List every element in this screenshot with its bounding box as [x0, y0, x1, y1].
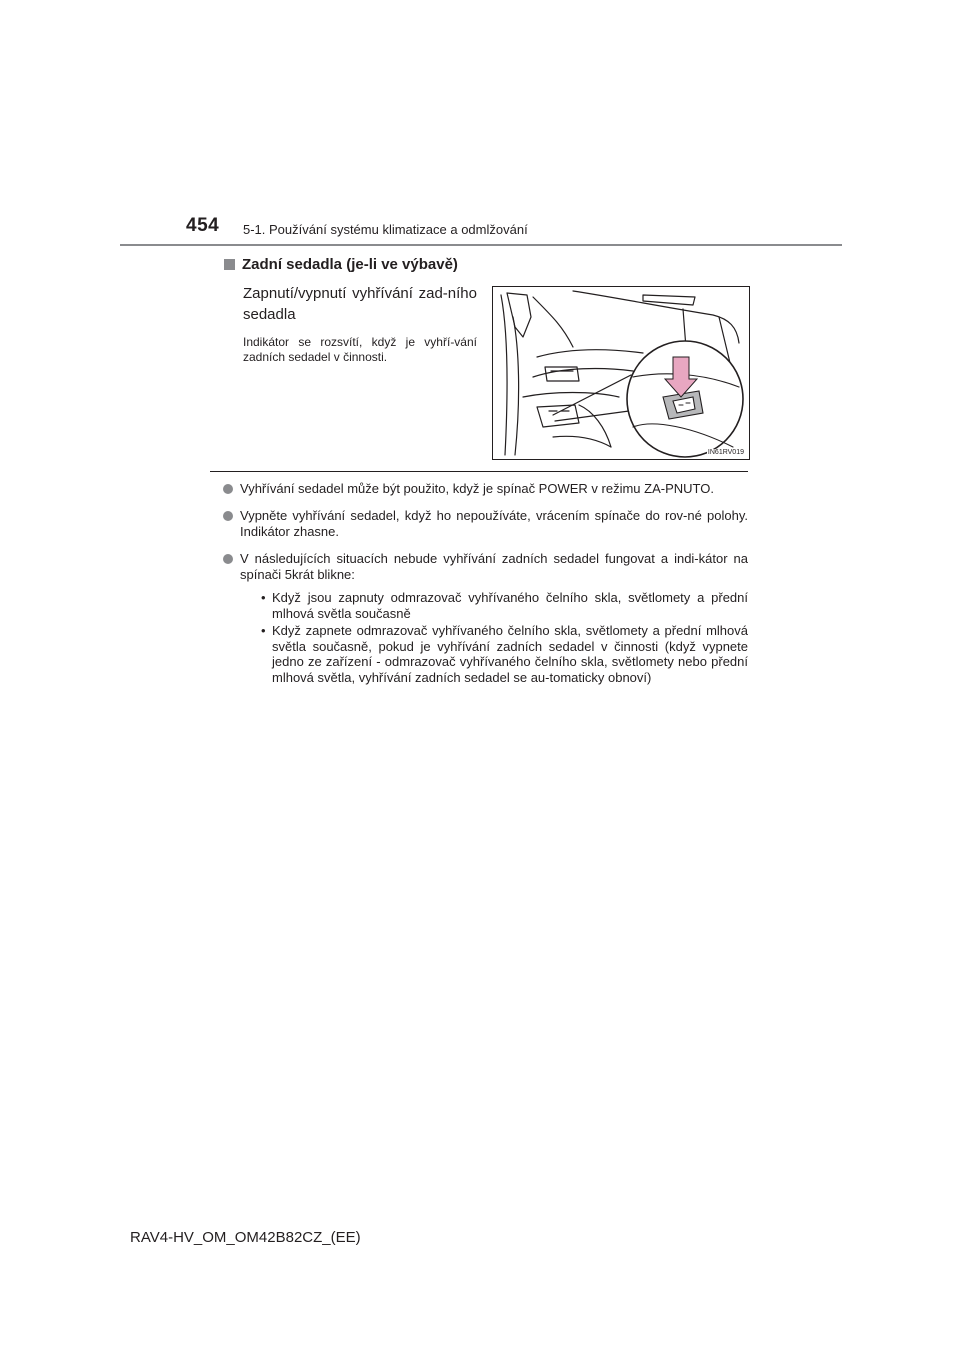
section-heading-text: Zadní sedadla (je-li ve výbavě) — [242, 256, 458, 273]
indicator-note: Indikátor se rozsvítí, když je vyhří-vání zadních sedadel v činnosti. — [243, 335, 477, 364]
sub-notes-list — [240, 590, 748, 685]
header-rule — [120, 244, 842, 246]
rear-door-drawing — [493, 287, 749, 459]
section-title: 5-1. Používání systému klimatizace a odmlžování — [243, 222, 528, 237]
subheading: Zapnutí/vypnutí vyhřívání zad-ního sedadla — [243, 285, 477, 323]
notes-list — [222, 481, 748, 696]
rear-seat-heater-illustration — [492, 286, 750, 460]
circle-bullet-icon — [223, 484, 233, 494]
circle-bullet-icon — [223, 511, 233, 521]
sub-note-text: Když zapnete odmrazovač vyhřívaného čelního skla, světlomety a přední mlhová světla současně, pokud je vyhřívání zadních sedadel v činnosti (když vypnete jedno ze zařízení - odmrazovač vyhřívaného čelního skla, světlomety nebo přední mlhová světla, vyhřívání zadních sedadel se au-tomaticky obnoví) — [272, 623, 748, 685]
circle-bullet-icon — [223, 554, 233, 564]
note-item — [222, 481, 748, 497]
square-bullet-icon — [224, 259, 235, 270]
note-text: Vyhřívání sedadel může být použito, když je spínač POWER v režimu ZA-PNUTO. — [240, 481, 714, 496]
page-number: 454 — [186, 215, 220, 236]
note-text: Vypněte vyhřívání sedadel, když ho nepoužíváte, vrácením spínače do rov-né polohy. Indikátor zhasne. — [240, 508, 748, 539]
sub-note-item — [258, 590, 748, 621]
note-item — [222, 508, 748, 540]
figure-code: IN61RV019 — [707, 449, 744, 456]
document-code: RAV4-HV_OM_OM42B82CZ_(EE) — [130, 1229, 361, 1246]
note-text: V následujících situacích nebude vyhřívání zadních sedadel fungovat a indi-kátor na spínači 5krát blikne: — [240, 551, 748, 582]
sub-note-item — [258, 623, 748, 685]
note-item — [222, 551, 748, 685]
sub-note-text: Když jsou zapnuty odmrazovač vyhřívaného čelního skla, světlomety a přední mlhová světla současně — [272, 590, 748, 621]
section-heading — [224, 256, 458, 273]
sub-note-marker: • — [261, 623, 266, 638]
sub-note-marker: • — [261, 590, 266, 605]
section-divider — [210, 471, 748, 472]
